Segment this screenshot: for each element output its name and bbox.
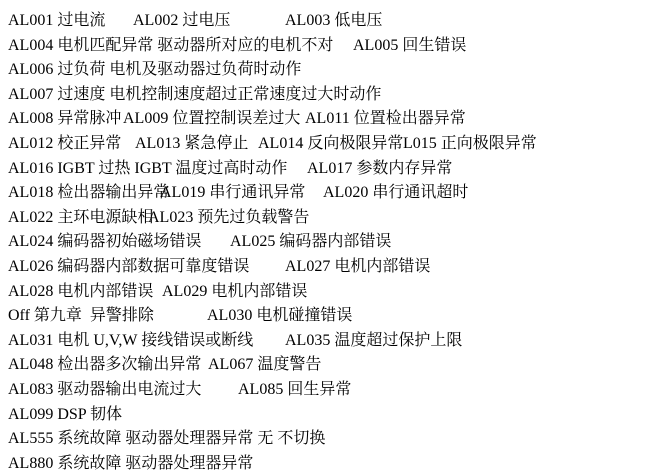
alarm-entry <box>208 351 321 374</box>
alarm-code: AL018 <box>8 184 54 202</box>
alarm-entry <box>8 7 105 30</box>
alarm-entry <box>8 155 287 178</box>
alarm-description: 系统故障 驱动器处理器异常 无 不切换 <box>57 430 326 448</box>
alarm-description: 温度警告 <box>257 356 322 374</box>
alarm-description: 位置检出器异常 <box>353 110 466 128</box>
alarm-description: 过电流 <box>57 12 106 29</box>
alarm-code: AL027 <box>285 257 331 275</box>
alarm-description: 过电压 <box>182 12 231 29</box>
alarm-entry <box>285 7 382 30</box>
alarm-entry <box>160 179 305 202</box>
alarm-code: AL014 <box>258 134 304 152</box>
alarm-line <box>0 153 650 178</box>
alarm-description: 电机 U,V,W 接线错误或断线 <box>57 331 254 349</box>
alarm-entry <box>8 228 201 251</box>
alarm-entry <box>238 376 351 399</box>
alarm-entry <box>8 253 249 276</box>
alarm-code: AL002 <box>133 12 179 29</box>
alarm-line <box>0 399 650 424</box>
alarm-description: 驱动器输出电流过大 <box>57 380 202 398</box>
alarm-code: AL083 <box>8 380 54 398</box>
alarm-code: AL023 <box>148 208 194 226</box>
alarm-description: 电机碰撞错误 <box>256 307 353 325</box>
alarm-description: 过速度 电机控制速度超过正常速度过大时动作 <box>57 85 382 103</box>
alarm-description: 温度超过保护上限 <box>334 331 463 349</box>
alarm-description: 电机匹配异常 驱动器所对应的电机不对 <box>57 36 334 54</box>
alarm-description: 预先过负载警告 <box>197 208 310 226</box>
alarm-description: 系统故障 驱动器处理器异常 <box>57 454 254 472</box>
alarm-line <box>0 325 650 350</box>
alarm-entry <box>8 179 169 202</box>
alarm-entry <box>353 32 466 55</box>
alarm-entry <box>285 327 462 350</box>
alarm-code: AL011 <box>305 110 350 128</box>
alarm-entry <box>8 278 153 301</box>
alarm-description: 紧急停止 <box>184 134 249 152</box>
alarm-entry <box>307 155 452 178</box>
alarm-entry <box>8 376 201 399</box>
alarm-description: 主环电源缺相 <box>57 208 154 226</box>
alarm-description: 第九章 异警排除 <box>33 307 154 325</box>
alarm-line <box>0 54 650 79</box>
alarm-code: AL085 <box>238 380 284 398</box>
alarm-code: AL012 <box>8 134 54 152</box>
alarm-code: AL001 <box>8 12 54 29</box>
alarm-code: AL030 <box>207 307 253 325</box>
alarm-description: 回生错误 <box>402 36 467 54</box>
alarm-description: 检出器输出异常 <box>57 184 170 202</box>
alarm-line <box>0 374 650 399</box>
alarm-code: AL048 <box>8 356 54 374</box>
alarm-description: 检出器多次输出异常 <box>57 356 202 374</box>
alarm-entry <box>8 327 253 350</box>
alarm-code: AL880 <box>8 454 54 472</box>
alarm-description: 编码器内部数据可靠度错误 <box>57 257 250 275</box>
alarm-description: 过负荷 电机及驱动器过负荷时动作 <box>57 61 302 79</box>
alarm-code: AL019 <box>160 184 206 202</box>
alarm-code: AL013 <box>135 134 181 152</box>
alarm-code: AL026 <box>8 257 54 275</box>
alarm-entry <box>8 130 121 153</box>
alarm-entry <box>133 7 230 30</box>
alarm-entry <box>285 253 430 276</box>
alarm-description: 电机内部错误 <box>57 282 154 300</box>
alarm-description: 异常脉冲 <box>57 110 122 128</box>
alarm-description: 位置控制误差过大 <box>172 110 301 128</box>
alarm-entry <box>8 105 121 128</box>
alarm-entry <box>323 179 468 202</box>
alarm-code: AL035 <box>285 331 331 349</box>
alarm-line <box>0 251 650 276</box>
alarm-code: L015 <box>403 134 437 152</box>
alarm-entry <box>8 450 253 473</box>
alarm-line <box>0 202 650 227</box>
alarm-line <box>0 79 650 104</box>
alarm-entry <box>148 204 309 227</box>
alarm-code: AL003 <box>285 12 331 29</box>
alarm-entry <box>123 105 300 128</box>
alarm-code: AL028 <box>8 282 54 300</box>
alarm-entry <box>305 105 466 128</box>
alarm-code: AL024 <box>8 233 54 251</box>
alarm-description: 电机内部错误 <box>334 257 431 275</box>
alarm-line <box>0 5 650 30</box>
alarm-description: 低电压 <box>334 12 383 29</box>
alarm-entry <box>8 56 301 79</box>
alarm-code: AL008 <box>8 110 54 128</box>
alarm-code: AL555 <box>8 430 54 448</box>
alarm-line <box>0 30 650 55</box>
alarm-code: AL067 <box>208 356 254 374</box>
alarm-code: AL007 <box>8 85 54 103</box>
alarm-entry <box>8 425 325 448</box>
alarm-description: 电机内部错误 <box>211 282 308 300</box>
alarm-entry <box>258 130 403 153</box>
alarm-code: AL020 <box>323 184 369 202</box>
alarm-line <box>0 300 650 325</box>
alarm-code: Off <box>8 307 30 325</box>
alarm-line <box>0 423 650 448</box>
alarm-description: 串行通讯超时 <box>372 184 469 202</box>
alarm-code: AL005 <box>353 36 399 54</box>
alarm-code: AL031 <box>8 331 54 349</box>
alarm-line <box>0 276 650 301</box>
alarm-entry <box>8 32 333 55</box>
alarm-line <box>0 177 650 202</box>
alarm-line <box>0 103 650 128</box>
alarm-code: AL029 <box>162 282 208 300</box>
alarm-entry <box>162 278 307 301</box>
alarm-entry <box>403 130 537 153</box>
alarm-line <box>0 226 650 251</box>
alarm-entry <box>8 204 153 227</box>
alarm-entry <box>207 302 352 325</box>
alarm-line <box>0 448 650 473</box>
alarm-entry <box>8 302 154 325</box>
alarm-description: 编码器初始磁场错误 <box>57 233 202 251</box>
alarm-code: AL099 <box>8 405 54 423</box>
alarm-entry <box>8 351 201 374</box>
alarm-entry <box>8 81 381 104</box>
alarm-description: 串行通讯异常 <box>209 184 306 202</box>
alarm-code: AL025 <box>230 233 276 251</box>
alarm-description: 反向极限异常 <box>307 134 404 152</box>
alarm-description: DSP 韧体 <box>57 405 123 423</box>
alarm-description: 正向极限异常 <box>440 134 537 152</box>
alarm-code: AL006 <box>8 61 54 79</box>
alarm-code: AL009 <box>123 110 169 128</box>
alarm-code: AL022 <box>8 208 54 226</box>
alarm-code: AL017 <box>307 159 353 177</box>
alarm-description: 参数内存异常 <box>356 159 453 177</box>
alarm-line <box>0 128 650 153</box>
alarm-code: AL016 <box>8 159 54 177</box>
alarm-code: AL004 <box>8 36 54 54</box>
alarm-description: IGBT 过热 IGBT 温度过高时动作 <box>57 159 288 177</box>
alarm-entry <box>135 130 248 153</box>
alarm-entry <box>230 228 391 251</box>
alarm-entry <box>8 401 122 424</box>
alarm-description: 编码器内部错误 <box>279 233 392 251</box>
alarm-description: 回生异常 <box>287 380 352 398</box>
alarm-line <box>0 349 650 374</box>
alarm-description: 校正异常 <box>57 134 122 152</box>
